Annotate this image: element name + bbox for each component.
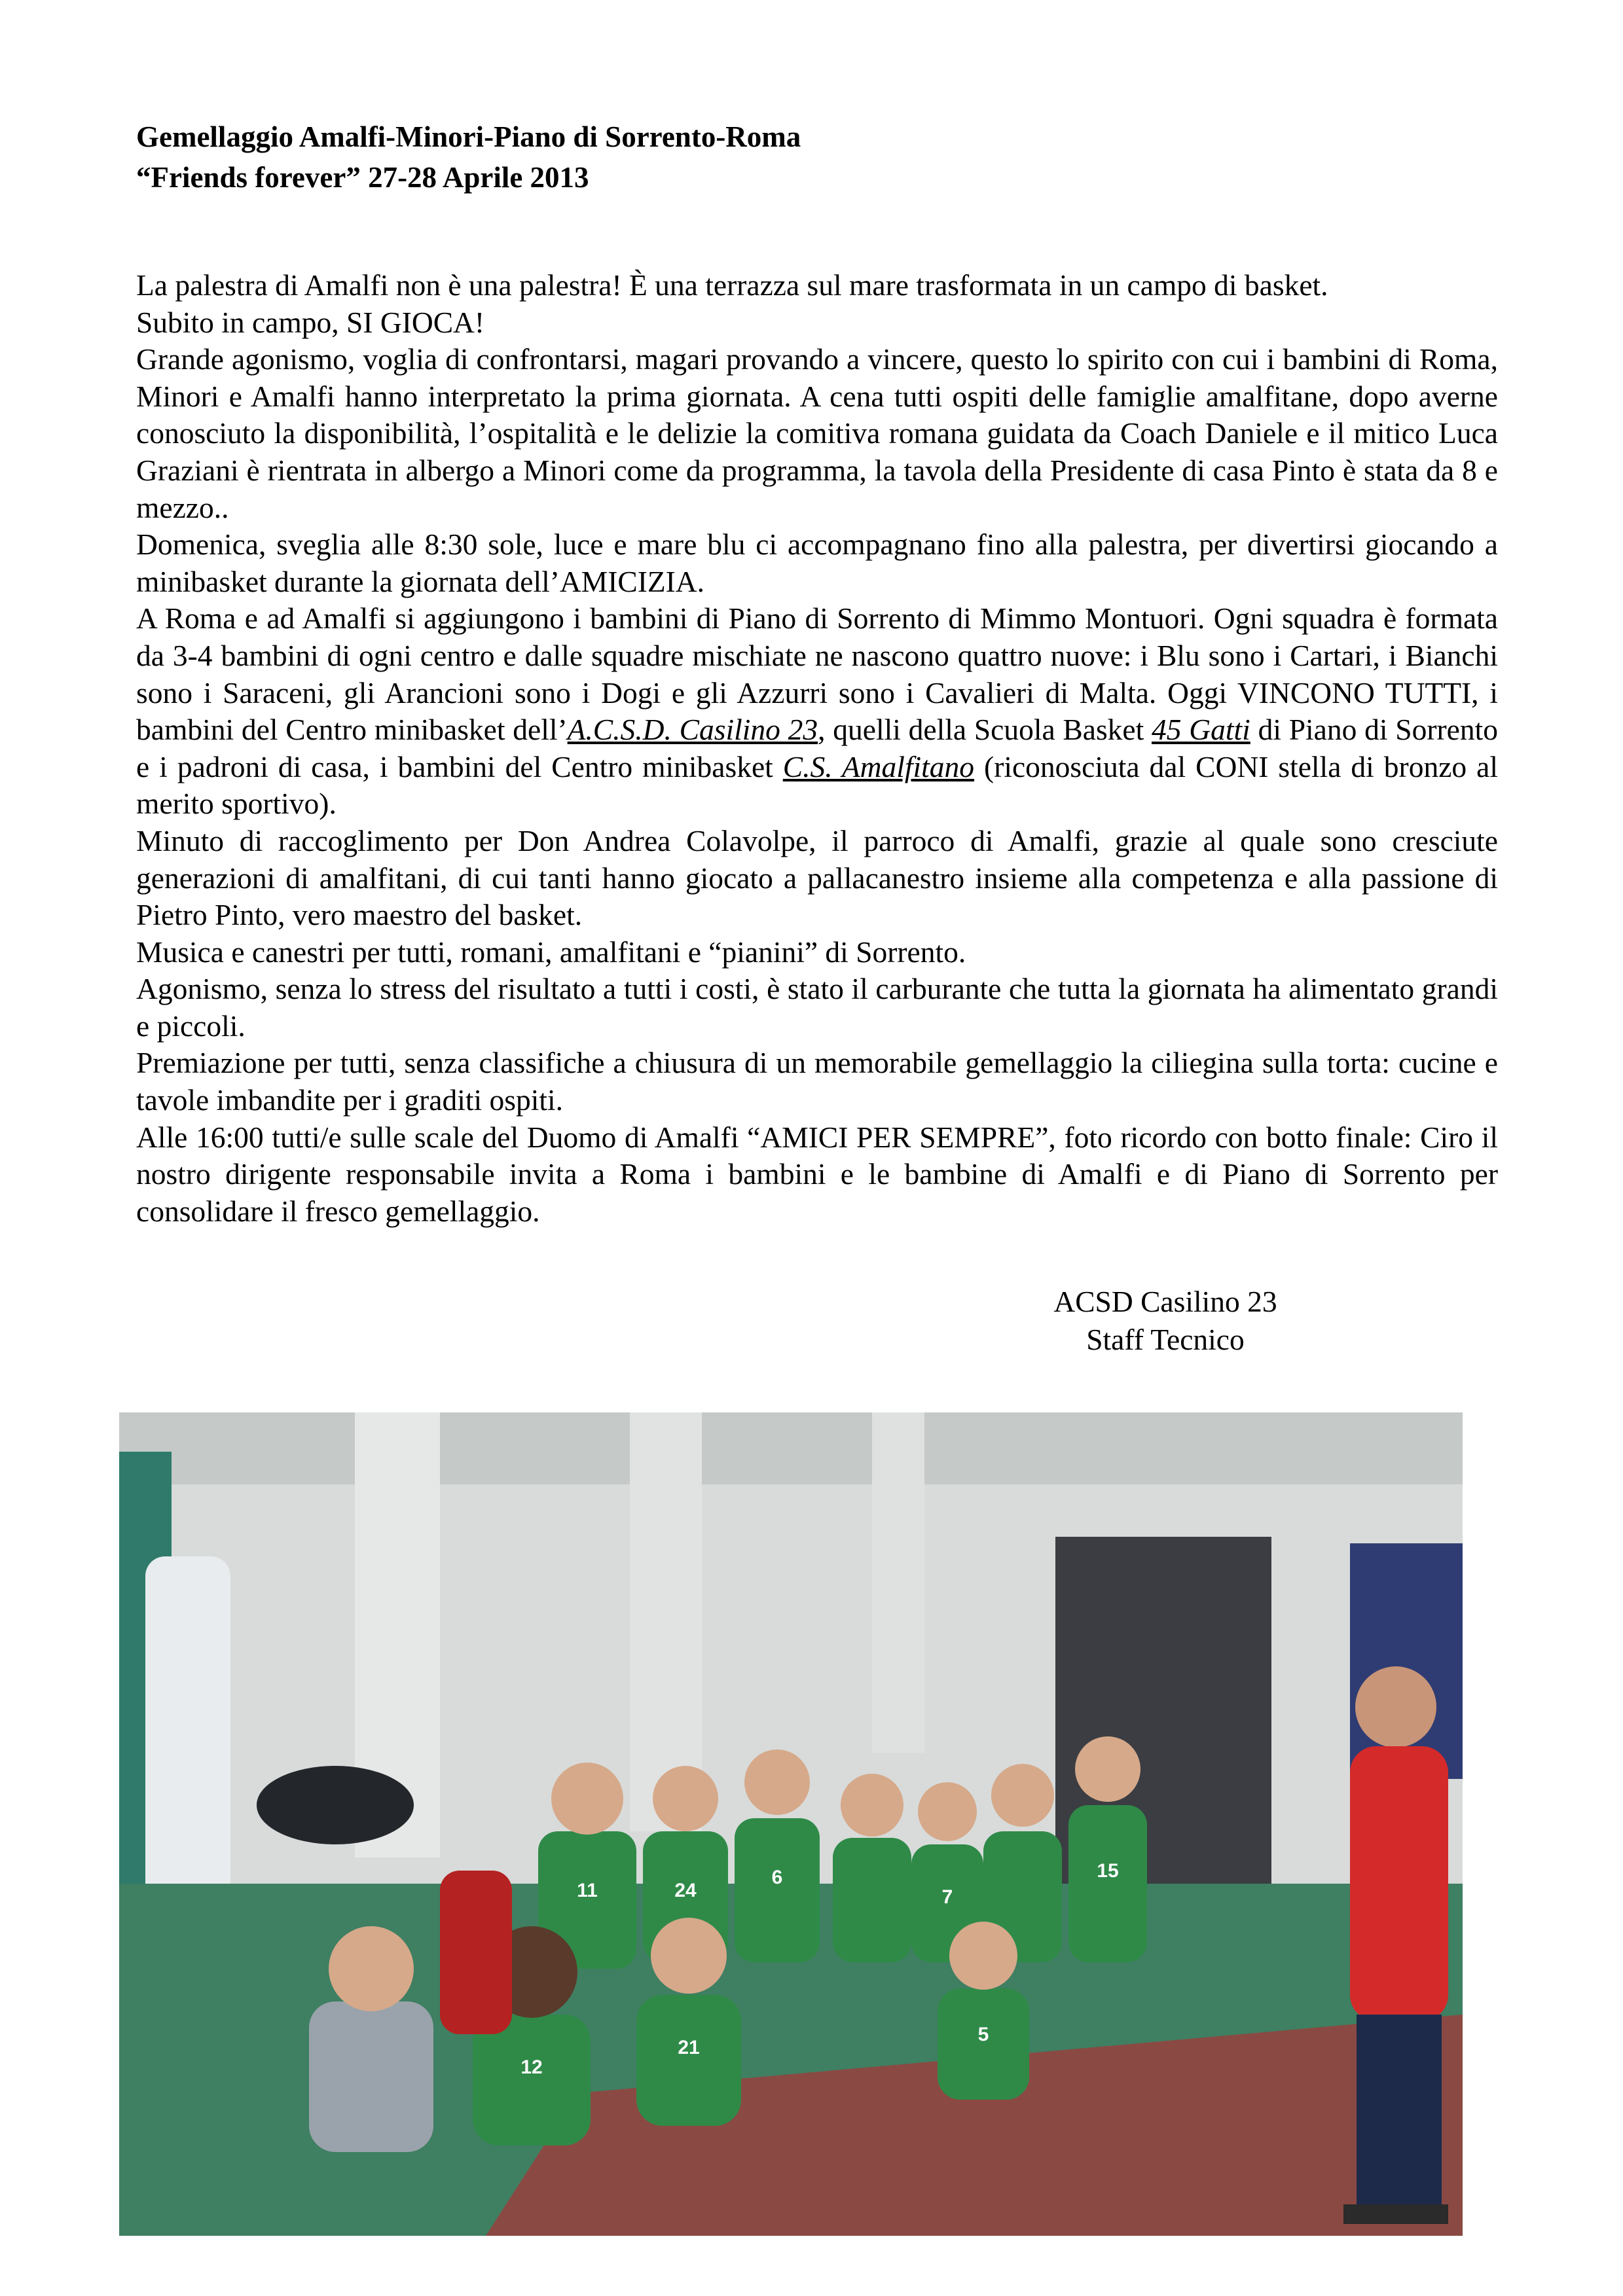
paragraph-7: Musica e canestri per tutti, romani, amalfitani e “pianini” di Sorrento. bbox=[136, 935, 966, 969]
paragraph-5-part-a: A Roma e ad Amalfi si aggiungono i bambini di Piano di Sorrento di Mimmo Montuori. Ogni squadra è formata da 3-4 bambini di ogni centro e dalle squadre mischiate ne nascono quattro nuove: i Blu sono i Cartari, i Bianchi sono i Saraceni, gli Arancioni sono i Dogi e gli Azzurri sono i Cavalieri di Malta. Oggi VINCONO TUTTI, i bambini del Centro minibasket dell’ bbox=[136, 601, 1498, 747]
document-title: Gemellaggio Amalfi-Minori-Piano di Sorrento-Roma bbox=[136, 120, 801, 153]
paragraph-5 bbox=[136, 600, 1498, 823]
paragraph-8: Agonismo, senza lo stress del risultato a tutti i costi, è stato il carburante che tutta la giornata ha alimentato grandi e piccoli. bbox=[136, 972, 1498, 1043]
team-photo-illustration bbox=[119, 1412, 1463, 2236]
paragraph-6: Minuto di raccoglimento per Don Andrea Colavolpe, il parroco di Amalfi, grazie al quale sono cresciute generazioni di amalfitani, di cui tanti hanno giocato a pallacanestro insieme alla competenza e alla passione di Pietro Pinto, vero maestro del basket. bbox=[136, 823, 1498, 932]
document-subtitle: “Friends forever” 27-28 Aprile 2013 bbox=[136, 161, 589, 194]
jersey-number: 7 bbox=[941, 1886, 953, 1908]
team-photo bbox=[119, 1412, 1463, 2236]
jersey-number: 6 bbox=[771, 1867, 783, 1888]
bags bbox=[257, 1766, 414, 1844]
red-jacket bbox=[440, 1871, 512, 2034]
signature-organization: ACSD Casilino 23 bbox=[1053, 1285, 1277, 1318]
jersey-number: 15 bbox=[1097, 1860, 1119, 1882]
paragraph-2: Subito in campo, SI GIOCA! bbox=[136, 305, 485, 339]
jersey-number: 11 bbox=[577, 1880, 598, 1901]
article-body bbox=[136, 267, 1498, 1230]
link-45-gatti[interactable]: 45 Gatti bbox=[1152, 713, 1250, 747]
jersey-number: 24 bbox=[674, 1880, 697, 1901]
paragraph-5-part-c: di Piano di Sorrento e i padroni di casa, i bambini del Centro minibasket bbox=[136, 713, 1498, 783]
jersey-number: 21 bbox=[678, 2037, 700, 2058]
paragraph-10: Alle 16:00 tutti/e sulle scale del Duomo di Amalfi “AMICI PER SEMPRE”, foto ricordo con botto finale: Ciro il nostro dirigente responsabile invita a Roma i bambini e le bambine di Amalfi e di Piano di Sorrento per consolidare il fresco gemellaggio. bbox=[136, 1120, 1498, 1228]
wall-top-shade bbox=[119, 1412, 1463, 1484]
signature-staff: Staff Tecnico bbox=[1086, 1323, 1245, 1356]
pillar-right bbox=[872, 1412, 924, 1753]
document-header bbox=[136, 117, 1498, 198]
paragraph-5-part-d: (riconosciuta dal CONI stella di bronzo al merito sportivo). bbox=[136, 749, 1498, 821]
paragraph-5-part-b: , quelli della Scuola Basket bbox=[818, 713, 1152, 747]
link-cs-amalfitano[interactable]: C.S. Amalfitano bbox=[782, 749, 975, 783]
paragraph-3: Grande agonismo, voglia di confrontarsi, magari provando a vincere, questo lo spirito con cui i bambini di Roma, Minori e Amalfi hanno interpretato la prima giornata. A cena tutti ospiti delle famiglie amalfitane, dopo averne conosciuto la disponibilità, l’ospitalità e le delizie la comitiva romana guidata da Coach Daniele e il mitico Luca Graziani è rientrata in albergo a Minori come da programma, la tavola della Presidente di casa Pinto è stata da 8 e mezzo.. bbox=[136, 342, 1498, 524]
paragraph-1: La palestra di Amalfi non è una palestra! È una terrazza sul mare trasformata in un campo di basket. bbox=[136, 268, 1328, 302]
jersey-number: 5 bbox=[977, 2024, 989, 2045]
signature-block bbox=[982, 1283, 1349, 1359]
jersey-number: 12 bbox=[520, 2056, 543, 2078]
paragraph-4: Domenica, sveglia alle 8:30 sole, luce e mare blu ci accompagnano fino alla palestra, per divertirsi giocando a minibasket durante la giornata dell’AMICIZIA. bbox=[136, 528, 1498, 598]
link-acsd-casilino[interactable]: A.C.S.D. Casilino 23 bbox=[567, 713, 818, 747]
paragraph-9: Premiazione per tutti, senza classifiche a chiusura di un memorabile gemellaggio la ciliegina sulla torta: cucine e tavole imbandite per i graditi ospiti. bbox=[136, 1046, 1498, 1117]
